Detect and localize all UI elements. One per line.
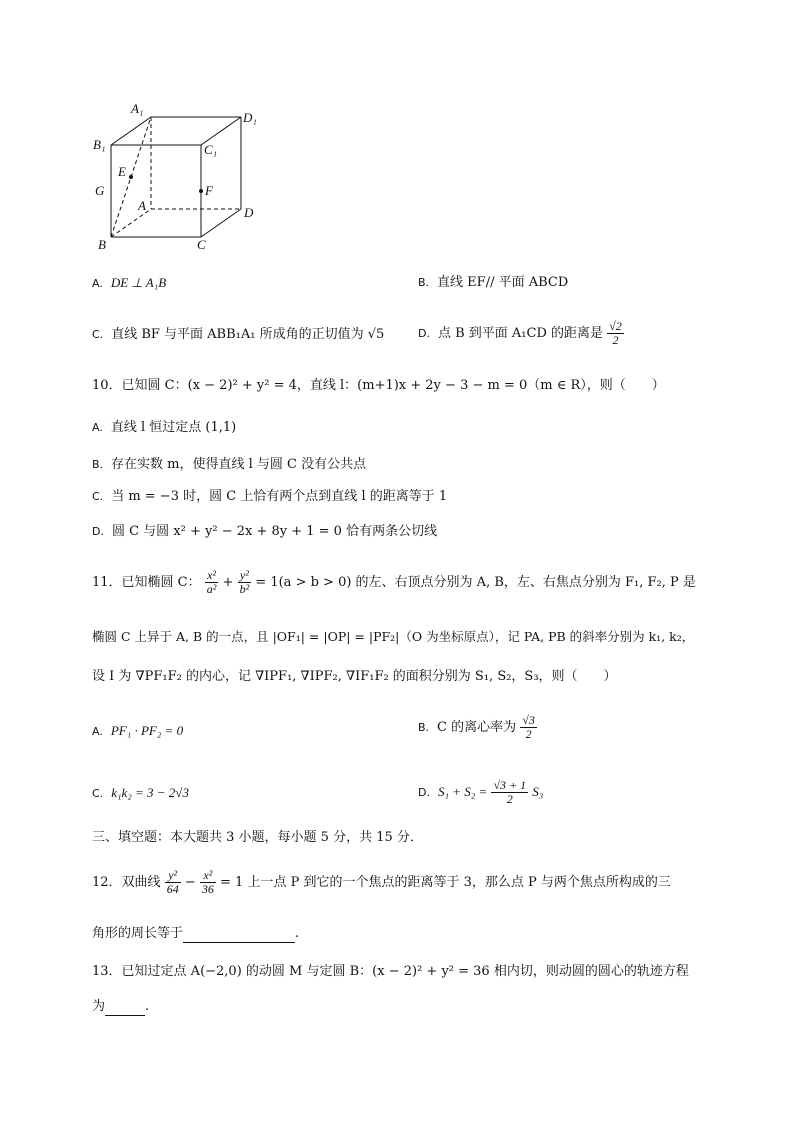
- label-g: G: [95, 183, 105, 198]
- edge-b-a-hidden: [111, 209, 151, 237]
- option-text: 直线 EF// 平面 ABCD: [437, 275, 569, 290]
- edge-b1-a1: [111, 117, 151, 145]
- fraction: $\frac{\text{y²}}{64}$: [166, 868, 179, 896]
- option-text: PF₁ · PF₂ = 0: [110, 723, 184, 738]
- fraction: $\frac{√3 + 1}{2}$: [493, 778, 527, 806]
- q11-option-d: D. S₁ + S₂ = $\frac{√3 + 1}{2}$ S₃: [418, 778, 544, 806]
- point-e: [129, 175, 133, 179]
- q11-line2: 椭圆 C 上异于 A, B 的一点，且 |OF₁| = |OP| = |PF₂|（O 为坐标原点），记 PA, PB 的斜率分别为 k₁, k₂，: [92, 629, 695, 644]
- answer-blank[interactable]: [105, 1001, 145, 1016]
- label-b1: B₁: [93, 137, 106, 152]
- cube-figure: [90, 100, 270, 250]
- q11-option-c: [92, 784, 189, 803]
- label-b: B: [98, 237, 106, 250]
- option-label: B.: [92, 458, 104, 471]
- q10-option-d: [92, 523, 437, 541]
- q11-option-a: [92, 722, 183, 741]
- option-text: 存在实数 m，使得直线 l 与圆 C 没有公共点: [111, 457, 367, 472]
- q9-option-d: [418, 316, 624, 352]
- q11-option-b: [418, 710, 537, 746]
- label-c1: C₁: [204, 142, 218, 157]
- edge-d-c: [201, 209, 241, 237]
- section-heading: 三、填空题：本大题共 3 小题，每小题 5 分，共 15 分．: [92, 830, 423, 845]
- label-f: F: [205, 183, 213, 198]
- option-label: D.: [92, 525, 104, 538]
- answer-blank[interactable]: [183, 928, 295, 943]
- option-label: A.: [92, 277, 103, 290]
- fraction: $\frac{\text{x²}}{36}$: [201, 868, 214, 896]
- option-text: DE ⊥ A₁B: [110, 275, 167, 290]
- option-text: k₁k₂ = 3 − 2√3: [111, 785, 189, 800]
- option-label: D.: [418, 327, 430, 340]
- option-text: C 的离心率为: [437, 720, 517, 735]
- option-label: C.: [92, 328, 104, 341]
- option-text: 圆 C 与圆 x² + y² − 2x + 8y + 1 = 0 恰有两条公切线: [111, 524, 438, 539]
- option-label: C.: [92, 787, 104, 800]
- label-c: C: [197, 237, 206, 250]
- option-label: B.: [418, 276, 430, 289]
- fraction: $\frac{√2}{2}$: [609, 319, 622, 347]
- option-text: 当 m = −3 时，圆 C 上恰有两个点到直线 l 的距离等于 1: [111, 489, 448, 504]
- q10-option-c: [92, 488, 447, 506]
- label-e: E: [118, 164, 126, 179]
- option-text: 直线 BF 与平面 ABB₁A₁ 所成角的正切值为 √5: [111, 327, 385, 342]
- q13-line2: 为 .: [92, 999, 150, 1014]
- fraction: $\frac{\text{x²}}{\text{a²}}$: [206, 568, 217, 596]
- q9-option-a: [92, 274, 166, 293]
- edge-d1-c1: [201, 117, 241, 145]
- q10-stem: 10．已知圆 C：(x − 2)² + y² = 4，直线 l：(m+1)x + 2y − 3 − m = 0（m ∈ R），则（ ）: [92, 378, 665, 393]
- point-f: [199, 189, 203, 193]
- q12-stem: 12．双曲线 $\frac{\text{y²}}{64}$ − $\frac{\text{x²}}{36}$ = 1 上一点 P 到它的一个焦点的距离等于 3，那么点 P 与两个焦点所构成的三: [92, 868, 671, 896]
- fraction: $\frac{\text{y²}}{\text{b²}}$: [239, 568, 250, 596]
- q13-line1: 13．已知过定点 A(−2,0) 的动圆 M 与定圆 B：(x − 2)² + y² = 36 相内切，则动圆的圆心的轨迹方程: [92, 964, 689, 979]
- q9-option-c: [92, 326, 384, 344]
- q10-option-a: [92, 419, 236, 437]
- option-label: D.: [418, 786, 430, 799]
- label-d: D: [244, 205, 254, 220]
- q11-line3: 设 I 为 ∇PF₁F₂ 的内心，记 ∇IPF₁, ∇IPF₂, ∇IF₁F₂ 的面积分别为 S₁, S₂，S₃，则（ ）: [92, 669, 617, 684]
- q9-option-b: [418, 274, 568, 292]
- option-label: B.: [418, 721, 430, 734]
- fraction: $\frac{√3}{2}$: [522, 713, 535, 741]
- option-label: A.: [92, 725, 103, 738]
- option-label: A.: [92, 421, 103, 434]
- q12-line2: 角形的周长等于 .: [92, 926, 300, 941]
- option-text: 点 B 到平面 A₁CD 的距离是: [437, 326, 604, 341]
- q10-option-b: [92, 456, 366, 474]
- label-d1: D₁: [243, 110, 257, 125]
- label-a: A: [138, 198, 146, 213]
- option-text: 直线 l 恒过定点 (1,1): [110, 420, 237, 435]
- label-a1: A₁: [131, 101, 144, 116]
- q11-stem: 11．已知椭圆 C： $\frac{\text{x²}}{\text{a²}}$ + $\frac{\text{y²}}{\text{b²}}$ = 1(a > b > 0) 的左、右顶点分别为 A, B，左、右焦点分别为 F₁, F₂, P 是: [92, 568, 696, 596]
- option-label: C.: [92, 490, 104, 503]
